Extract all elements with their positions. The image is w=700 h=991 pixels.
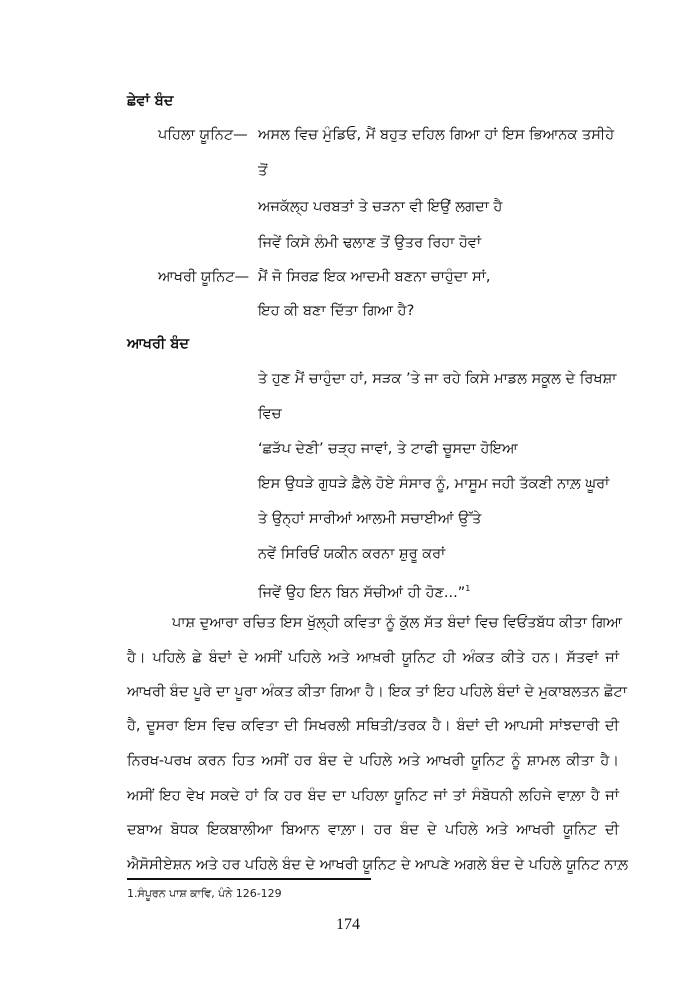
verse-line: ਜਿਵੇਂ ਕਿਸੇ ਲੰਮੀ ਢਲਾਣ ਤੋਂ ਉਤਰ ਰਿਹਾ ਹੋਵਾਂ [258,235,482,251]
verse-line: ਤੇ ਉਨ੍ਹਾਂ ਸਾਰੀਆਂ ਆਲਮੀ ਸਚਾਈਆਂ ਉੱਤੇ [258,511,482,527]
footnote-marker: 1 [465,584,471,593]
paragraph-line: ਹੈ। ਪਹਿਲੇ ਛੇ ਬੰਦਾਂ ਦੇ ਅਸੀਂ ਪਹਿਲੇ ਅਤੇ ਆਖ਼ਰੀ ਯੂਨਿਟ ਹੀ ਅੰਕਤ ਕੀਤੇ ਹਨ। ਸੱਤਵਾਂ ਜਾਂ [127,650,619,666]
paragraph-line: ਦਬਾਅ ਬੋਧਕ ਇਕਬਾਲੀਆ ਬਿਆਨ ਵਾਲ਼ਾ। ਹਰ ਬੰਦ ਦੇ ਪਹਿਲੇ ਅਤੇ ਆਖਰੀ ਯੂਨਿਟ ਦੀ [127,822,619,838]
paragraph-line: ਅਸੀਂ ਇਹ ਵੇਖ ਸਕਦੇ ਹਾਂ ਕਿ ਹਰ ਬੰਦ ਦਾ ਪਹਿਲਾ ਯੂਨਿਟ ਜਾਂ ਤਾਂ ਸੰਬੋਧਨੀ ਲਹਿਜੇ ਵਾਲ਼ਾ ਹੈ ਜਾਂ [127,788,619,804]
page-number: 174 [336,916,360,933]
section-heading-sixth: ਛੇਵਾਂ ਬੰਦ [127,93,174,109]
section-heading-last: ਆਖਰੀ ਬੰਦ [127,336,190,352]
verse-line: ਮੈਂ ਜੋ ਸਿਰਫ਼ ਇਕ ਆਦਮੀ ਬਣਨਾ ਚਾਹੁੰਦਾ ਸਾਂ, [258,269,491,285]
verse-line: ਨਵੇਂ ਸਿਰਿਓਂ ਯਕੀਨ ਕਰਨਾ ਸ਼ੁਰੂ ਕਰਾਂ [258,546,446,562]
verse-line: ‘ਛੜੱਪ ਦੇਣੀ’ ਚੜ੍ਹ ਜਾਵਾਂ, ਤੇ ਟਾਫੀ ਚੂਸਦਾ ਹੋਇਆ [258,441,518,457]
footnote: 1.ਸੰਪੂਰਨ ਪਾਸ਼ ਕਾਵਿ, ਪੰਨੇ 126-129 [127,887,282,900]
verse-line: ਇਸ ਉਧੜੇ ਗੁਧੜੇ ਫ਼ੈਲੇ ਹੋਏ ਸੰਸਾਰ ਨੂੰ, ਮਾਸੂਮ ਜਹੀ ਤੱਕਣੀ ਨਾਲ਼ ਘੂਰਾਂ [258,476,610,492]
verse-line: ਅਸਲ ਵਿਚ ਮੁੰਡਿਓ, ਮੈਂ ਬਹੁਤ ਦਹਿਲ ਗਿਆ ਹਾਂ ਇਸ ਭਿਆਨਕ ਤਸੀਹੇ [258,127,615,143]
paragraph-line: ਪਾਸ਼ ਦੁਆਰਾ ਰਚਿਤ ਇਸ ਖੁੱਲ੍ਹੀ ਕਵਿਤਾ ਨੂੰ ਕੁੱਲ ਸੱਤ ਬੰਦਾਂ ਵਿਚ ਵਿਓਂਤਬੱਧ ਕੀਤਾ ਗਿਆ [172,615,623,631]
footnote-divider [127,878,371,880]
paragraph-line: ਨਿਰਖ-ਪਰਖ ਕਰਨ ਹਿਤ ਅਸੀਂ ਹਰ ਬੰਦ ਦੇ ਪਹਿਲੇ ਅਤੇ ਆਖਰੀ ਯੂਨਿਟ ਨੂੰ ਸ਼ਾਮਲ ਕੀਤਾ ਹੈ। [127,753,619,769]
verse-line: ਇਹ ਕੀ ਬਣਾ ਦਿੱਤਾ ਗਿਆ ਹੈ? [258,303,415,319]
verse-line: ਅਜਕੱਲ੍ਹ ਪਰਬਤਾਂ ਤੇ ਚੜਨਾ ਵੀ ਇਉਂ ਲਗਦਾ ਹੈ [258,199,503,215]
verse-line: ਵਿਚ [258,406,282,422]
paragraph-line: ਹੈ, ਦੂਸਰਾ ਇਸ ਵਿਚ ਕਵਿਤਾ ਦੀ ਸਿਖਰਲੀ ਸਥਿਤੀ/ਤਰਕ ਹੈ। ਬੰਦਾਂ ਦੀ ਆਪਸੀ ਸਾਂਝਦਾਰੀ ਦੀ [127,718,619,734]
verse-text: ਜਿਵੇਂ ਉਹ ਇਨ ਬਿਨ ਸੱਚੀਆਂ ਹੀ ਹੋਣ...” [258,584,466,601]
verse-line: ਤੇ ਹੁਣ ਮੈਂ ਚਾਹੁੰਦਾ ਹਾਂ, ਸੜਕ ’ਤੇ ਜਾ ਰਹੇ ਕਿਸੇ ਮਾਡਲ ਸਕੂਲ ਦੇ ਰਿਖਸ਼ਾ [258,371,617,387]
last-unit-label: ਆਖਰੀ ਯੂਨਿਟ— [158,269,250,285]
paragraph-line: ਆਖਰੀ ਬੰਦ ਪੂਰੇ ਦਾ ਪੂਰਾ ਅੰਕਤ ਕੀਤਾ ਗਿਆ ਹੈ। ਇਕ ਤਾਂ ਇਹ ਪਹਿਲੇ ਬੰਦਾਂ ਦੇ ਮੁਕਾਬਲਤਨ ਛੋਟਾ [127,684,627,700]
verse-line: ਤੋਂ [258,163,268,179]
verse-line-final [258,579,470,603]
paragraph-line: ਐਸੋਸੀਏਸ਼ਨ ਅਤੇ ਹਰ ਪਹਿਲੇ ਬੰਦ ਦੇ ਆਖਰੀ ਯੂਨਿਟ ਦੇ ਆਪਣੇ ਅਗਲੇ ਬੰਦ ਦੇ ਪਹਿਲੇ ਯੂਨਿਟ ਨਾਲ਼ [127,857,629,873]
first-unit-label: ਪਹਿਲਾ ਯੂਨਿਟ— [158,127,248,143]
